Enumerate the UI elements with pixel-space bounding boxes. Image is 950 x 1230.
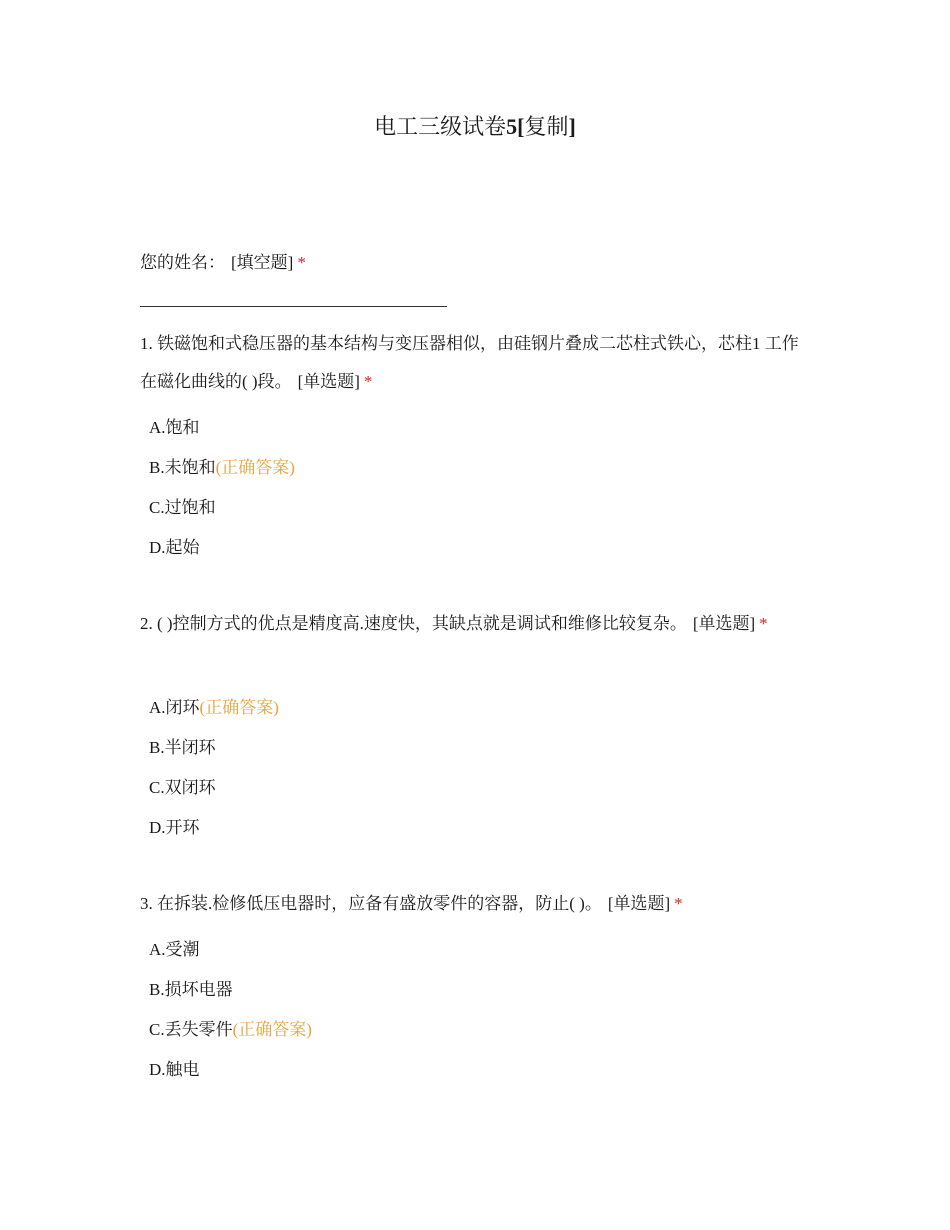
question-2-options	[149, 688, 749, 848]
required-mark: *	[759, 614, 768, 633]
required-mark: *	[297, 253, 306, 272]
title-bracket-open: [	[517, 114, 525, 139]
question-1-options	[149, 408, 749, 568]
correct-answer-tag: (正确答案)	[215, 458, 295, 477]
question-type-tag: [填空题]	[231, 253, 294, 272]
question-1	[140, 325, 815, 401]
option-label: D.开环	[149, 818, 200, 837]
option-a[interactable]	[149, 930, 749, 970]
option-b[interactable]	[149, 448, 749, 488]
option-label: B.未饱和	[149, 458, 216, 477]
question-type-tag: [单选题]	[692, 614, 756, 633]
option-b[interactable]	[149, 728, 749, 768]
required-mark: *	[363, 372, 373, 391]
option-label: C.双闭环	[149, 778, 216, 797]
option-label: C.过饱和	[149, 498, 216, 517]
question-type-tag: [单选题]	[607, 894, 671, 913]
name-input-line[interactable]	[140, 306, 447, 307]
option-c[interactable]	[149, 1010, 749, 1050]
required-mark: *	[674, 894, 683, 913]
option-label: C.丢失零件	[149, 1020, 233, 1039]
option-d[interactable]	[149, 808, 749, 848]
question-text: 1. 铁磁饱和式稳压器的基本结构与变压器相似，由硅钢片叠成二芯柱式铁心，芯柱1 工作在磁化曲线的( )段。	[140, 334, 799, 391]
option-label: D.起始	[149, 538, 200, 557]
correct-answer-tag: (正确答案)	[199, 698, 279, 717]
option-c[interactable]	[149, 768, 749, 808]
question-3	[140, 885, 815, 923]
option-label: A.闭环	[149, 698, 200, 717]
option-label: B.损坏电器	[149, 980, 233, 999]
option-label: A.饱和	[149, 418, 200, 437]
option-label: D.触电	[149, 1060, 200, 1079]
title-text: 电工三级试卷	[374, 114, 507, 139]
option-label: B.半闭环	[149, 738, 216, 757]
option-label: A.受潮	[149, 940, 200, 959]
question-text: 3. 在拆装.检修低压电器时，应备有盛放零件的容器，防止( )。	[140, 894, 602, 913]
option-d[interactable]	[149, 528, 749, 568]
question-text: 2. ( )控制方式的优点是精度高.速度快，其缺点就是调试和维修比较复杂。	[140, 614, 687, 633]
question-type-tag: [单选题]	[297, 372, 360, 391]
title-number: 5	[506, 114, 518, 139]
title-copy-word: 复制	[524, 114, 569, 139]
question-2	[140, 605, 815, 643]
page-title	[0, 112, 950, 142]
option-a[interactable]	[149, 688, 749, 728]
option-c[interactable]	[149, 488, 749, 528]
correct-answer-tag: (正确答案)	[232, 1020, 312, 1039]
option-d[interactable]	[149, 1050, 749, 1090]
title-bracket-close: ]	[568, 114, 576, 139]
option-a[interactable]	[149, 408, 749, 448]
name-label: 您的姓名：	[140, 253, 225, 272]
name-question	[140, 250, 815, 276]
question-3-options	[149, 930, 749, 1090]
option-b[interactable]	[149, 970, 749, 1010]
